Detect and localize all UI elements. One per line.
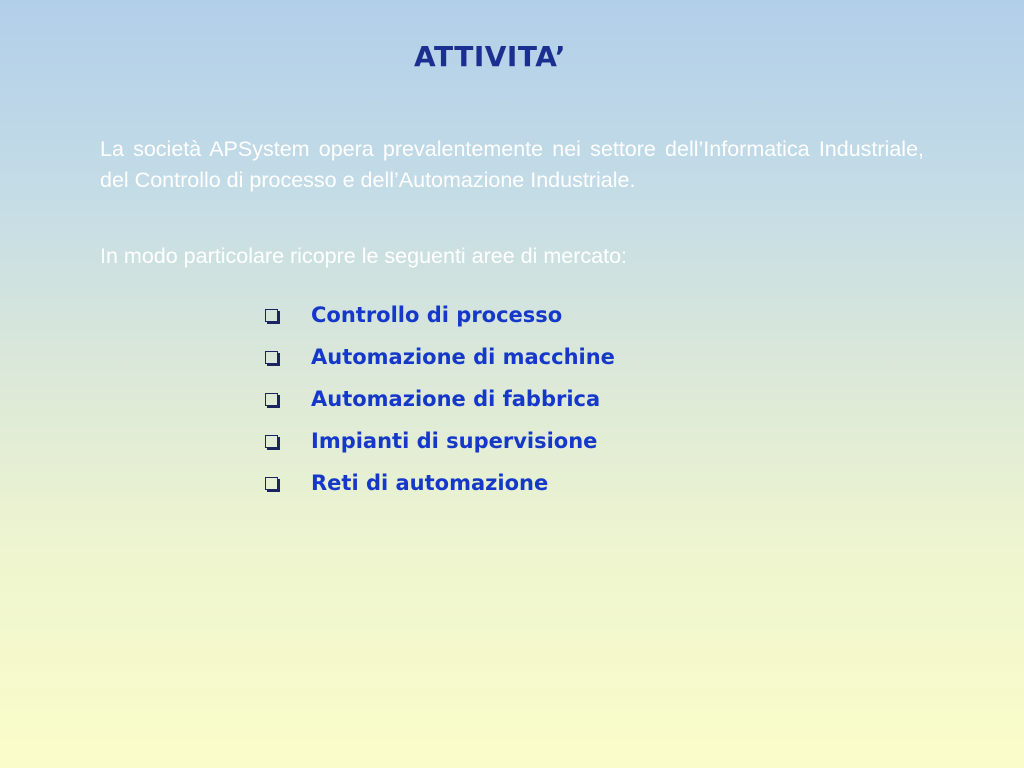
list-item (262, 336, 615, 378)
intro-paragraph: La società APSystem opera prevalentemente nei settore dell’Informatica Industriale, del Controllo di processo e dell’Automazione Industriale. (100, 137, 924, 192)
subintro-paragraph: In modo particolare ricopre le seguenti aree di mercato: (100, 244, 628, 268)
checkbox-icon (265, 435, 278, 448)
slide-title: ATTIVITA’ (413, 40, 566, 73)
list-item (262, 462, 615, 504)
list-item (262, 378, 615, 420)
list-item-label: Automazione di fabbrica (311, 387, 601, 411)
checkbox-icon (265, 309, 278, 322)
list-item-label: Reti di automazione (311, 471, 549, 495)
checkbox-icon (265, 351, 278, 364)
list-item (262, 294, 615, 336)
list-item (262, 420, 615, 462)
list-item-label: Controllo di processo (311, 303, 563, 327)
checkbox-icon (265, 477, 278, 490)
list-item-label: Impianti di supervisione (311, 429, 598, 453)
market-areas-list (262, 294, 615, 504)
list-item-label: Automazione di macchine (311, 345, 615, 369)
checkbox-icon (265, 393, 278, 406)
